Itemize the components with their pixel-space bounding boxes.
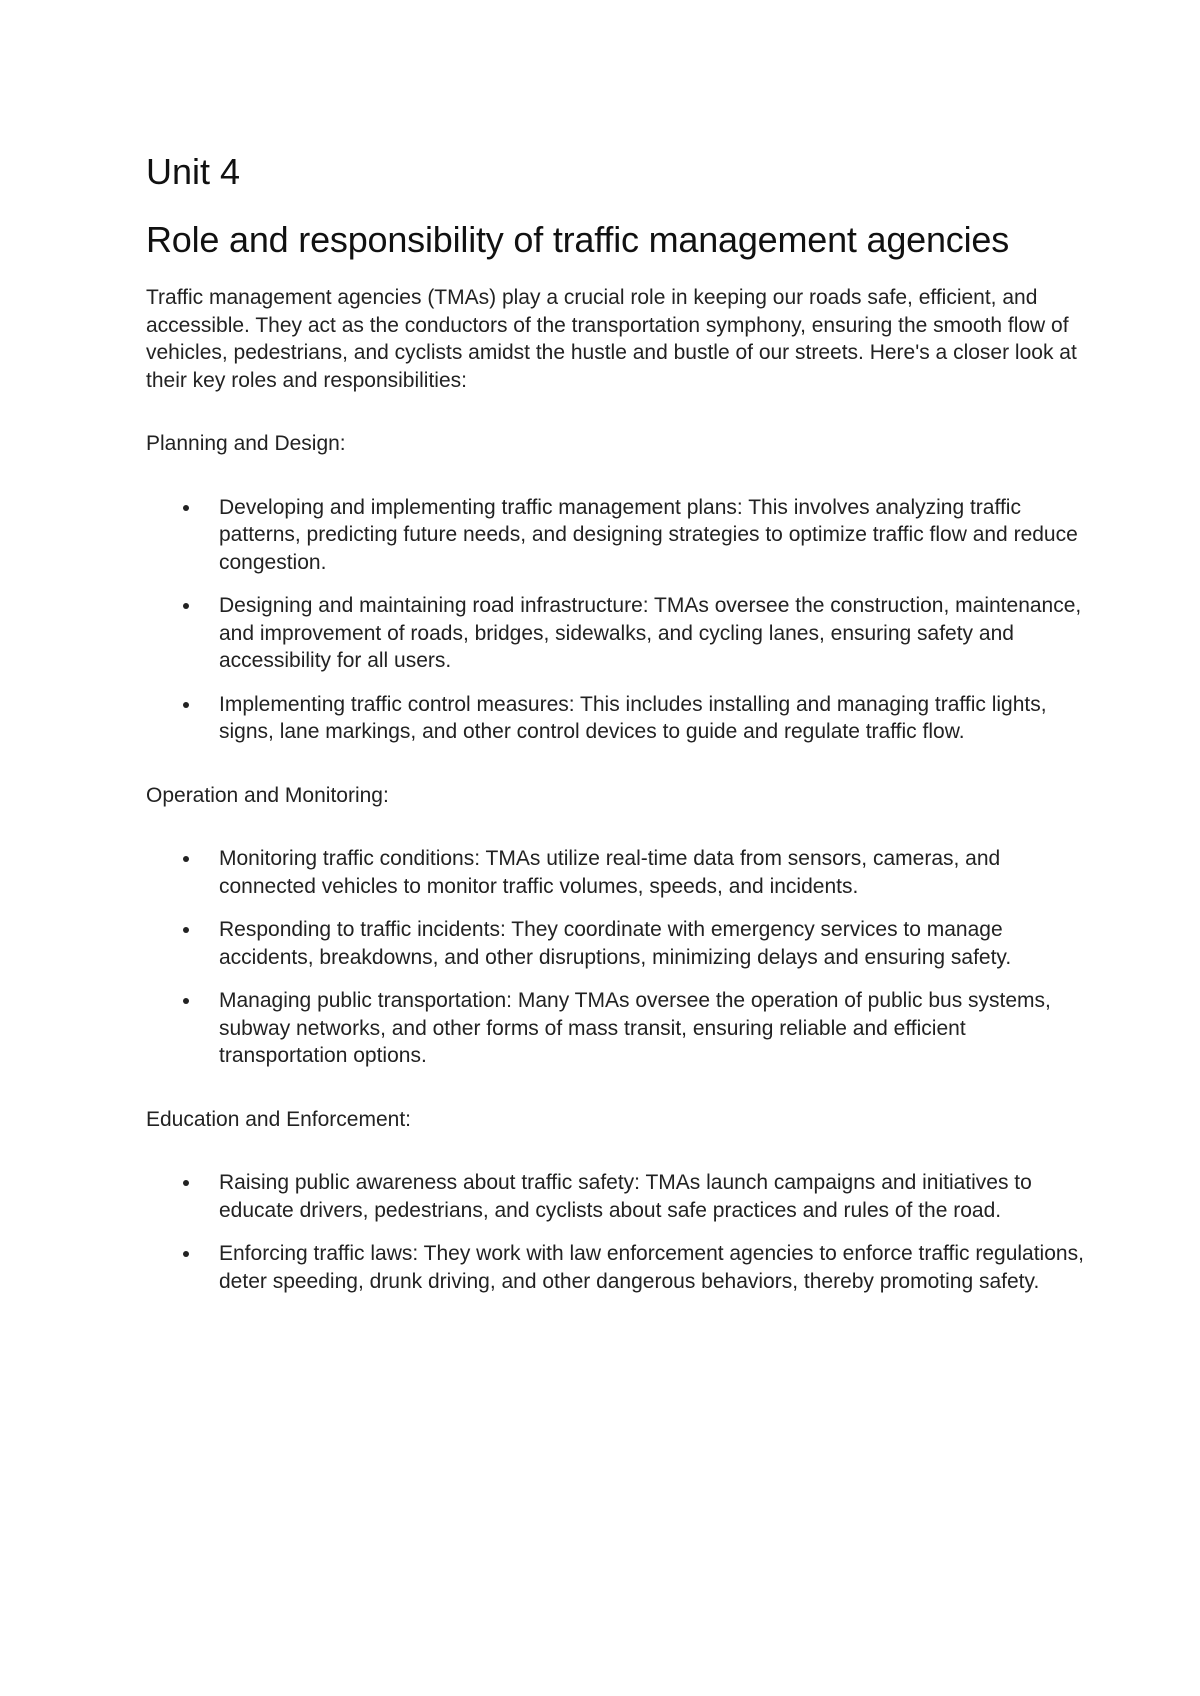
- list-item: [146, 916, 1086, 971]
- section-heading: Planning and Design:: [146, 432, 346, 455]
- document-page: [146, 150, 1086, 1331]
- list-item-text: Implementing traffic control measures: This includes installing and managing traffic lights, signs, lane markings, and other control devices to guide and regulate traffic flow.: [219, 692, 1047, 743]
- page-title: Role and responsibility of traffic management agencies: [146, 219, 1010, 260]
- bullet-list: [146, 1169, 1086, 1295]
- section-heading: Operation and Monitoring:: [146, 783, 389, 807]
- list-item-text: Managing public transportation: Many TMAs oversee the operation of public bus systems, subway networks, and other forms of mass transit, ensuring reliable and efficient transportation options.: [219, 989, 1051, 1067]
- list-item: [146, 987, 1086, 1070]
- list-item-text: Designing and maintaining road infrastructure: TMAs oversee the construction, maintenance, and improvement of roads, bridges, sidewalks, and cycling lanes, ensuring safety and accessibility for all users.: [219, 594, 1082, 672]
- section-planning-design: [146, 430, 1086, 746]
- bullet-icon: [183, 702, 189, 708]
- list-item-text: Raising public awareness about traffic safety: TMAs launch campaigns and initiatives to educate drivers, pedestrians, and cyclists about safe practices and rules of the road.: [219, 1171, 1032, 1222]
- list-item: [146, 592, 1086, 675]
- intro-paragraph: Traffic management agencies (TMAs) play a crucial role in keeping our roads safe, efficient, and accessible. They act as the conductors of the transportation symphony, ensuring the smooth flow of vehicles, pedestrians, and cyclists amidst the hustle and bustle of our streets. Here's a closer look at their key roles and responsibilities:: [146, 286, 1077, 392]
- bullet-icon: [183, 1180, 189, 1186]
- list-item-text: Developing and implementing traffic management plans: This involves analyzing traffic patterns, predicting future needs, and designing strategies to optimize traffic flow and reduce congestion.: [219, 495, 1078, 574]
- bullet-icon: [183, 505, 189, 511]
- bullet-list: [146, 494, 1086, 746]
- bullet-icon: [183, 856, 189, 862]
- list-item-text: Responding to traffic incidents: They coordinate with emergency services to manage accidents, breakdowns, and other disruptions, minimizing delays and ensuring safety.: [219, 918, 1012, 969]
- section-heading: Education and Enforcement:: [146, 1107, 412, 1131]
- bullet-icon: [183, 1251, 189, 1257]
- bullet-list: [146, 845, 1086, 1070]
- list-item: [146, 1169, 1086, 1224]
- bullet-icon: [183, 927, 189, 933]
- bullet-icon: [183, 603, 189, 609]
- list-item: [146, 1240, 1086, 1295]
- list-item: [146, 691, 1086, 746]
- list-item-text: Enforcing traffic laws: They work with law enforcement agencies to enforce traffic regulations, deter speeding, drunk driving, and other dangerous behaviors, thereby promoting safety.: [219, 1242, 1084, 1293]
- list-item: [146, 494, 1086, 577]
- section-operation-monitoring: [146, 782, 1086, 1070]
- bullet-icon: [183, 998, 189, 1004]
- list-item: [146, 845, 1086, 900]
- list-item-text: Monitoring traffic conditions: TMAs utilize real-time data from sensors, cameras, and connected vehicles to monitor traffic volumes, speeds, and incidents.: [219, 847, 1001, 898]
- section-education-enforcement: [146, 1106, 1086, 1296]
- unit-title: Unit 4: [146, 151, 241, 192]
